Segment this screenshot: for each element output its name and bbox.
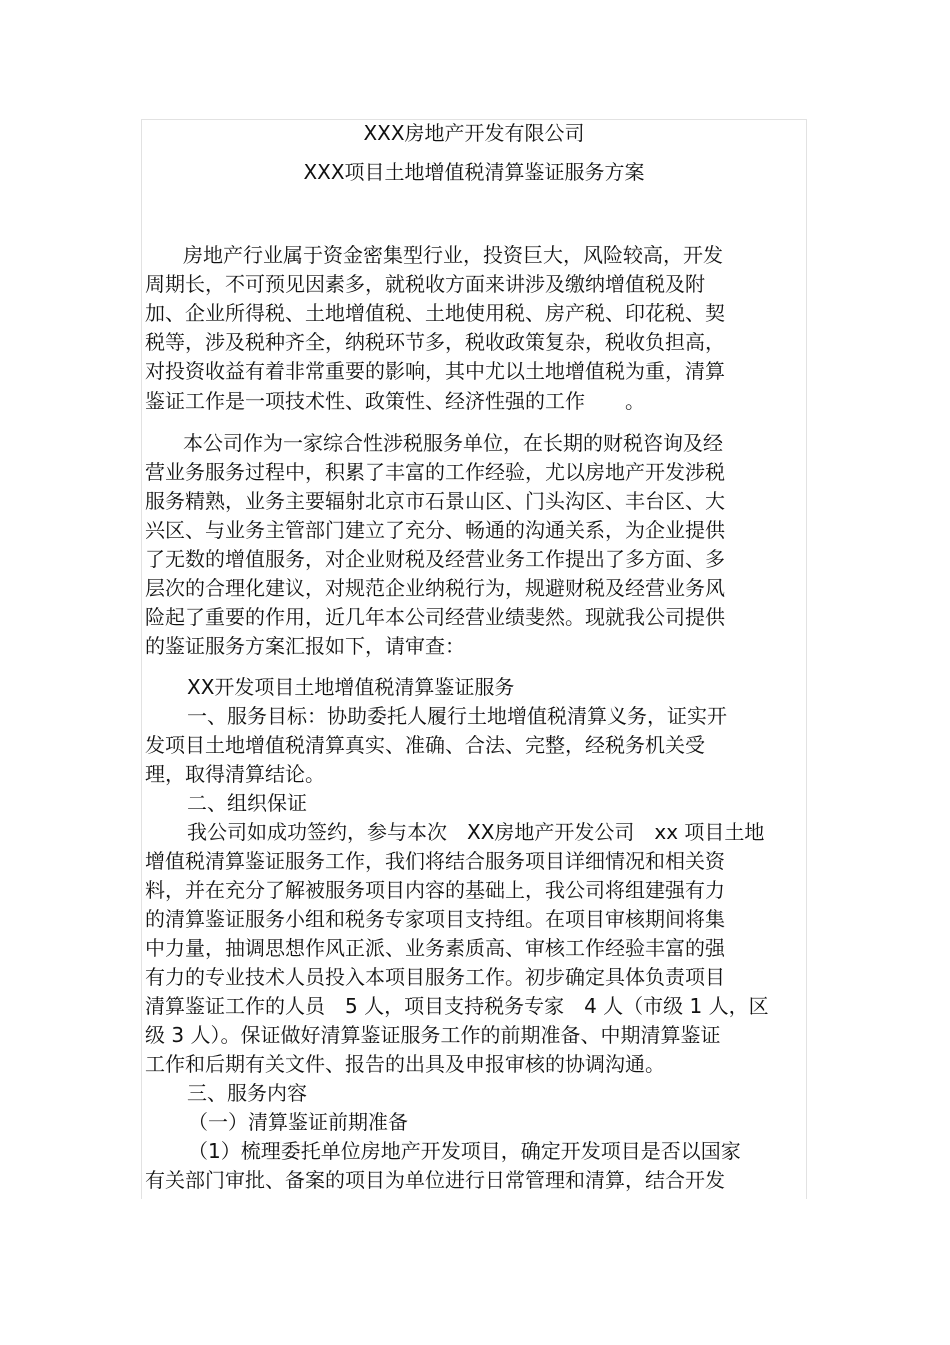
subsection-heading: （一）清算鉴证前期准备 [188, 1110, 408, 1134]
paragraph-1-line: 对投资收益有着非常重要的影响，其中尤以土地增值税为重，清算 [145, 359, 725, 383]
section-1-line: 理，取得清算结论。 [145, 762, 325, 786]
section-2-line: 有力的专业技术人员投入本项目服务工作。初步确定具体负责项目 [145, 965, 725, 989]
paragraph-2-line: 兴区、与业务主管部门建立了充分、畅通的沟通关系，为企业提供 [145, 518, 725, 542]
section-2-line: 清算鉴证工作的人员 5 人，项目支持税务专家 4 人（市级 1 人，区 [145, 994, 769, 1018]
paragraph-2-line: 服务精熟，业务主要辐射北京市石景山区、门头沟区、丰台区、大 [145, 489, 725, 513]
paragraph-2-line: 营业务服务过程中，积累了丰富的工作经验，尤以房地产开发涉税 [145, 460, 725, 484]
section-3-heading: 三、服务内容 [187, 1081, 307, 1105]
section-2-line: 料，并在充分了解被服务项目内容的基础上，我公司将组建强有力 [145, 878, 725, 902]
paragraph-2-line: 险起了重要的作用，近几年本公司经营业绩斐然。现就我公司提供 [145, 605, 725, 629]
section-2-line: 的清算鉴证服务小组和税务专家项目支持组。在项目审核期间将集 [145, 907, 725, 931]
paragraph-2-line: 的鉴证服务方案汇报如下，请审查： [145, 634, 465, 658]
section-2-line: 级 3 人）。保证做好清算鉴证服务工作的前期准备、中期清算鉴证 [145, 1023, 721, 1047]
paragraph-1-line: 房地产行业属于资金密集型行业，投资巨大，风险较高，开发 [183, 243, 723, 267]
paragraph-1-line: 税等，涉及税种齐全，纳税环节多，税收政策复杂，税收负担高， [145, 330, 725, 354]
section-3-line: 有关部门审批、备案的项目为单位进行日常管理和清算，结合开发 [145, 1168, 725, 1192]
section-2-line: 我公司如成功签约，参与本次 XX房地产开发公司 xx 项目土地 [187, 820, 765, 844]
section-2-heading: 二、组织保证 [187, 791, 307, 815]
paragraph-2-line: 层次的合理化建议，对规范企业纳税行为，规避财税及经营业务风 [145, 576, 725, 600]
section-heading: XX开发项目土地增值税清算鉴证服务 [187, 675, 515, 699]
section-2-line: 中力量，抽调思想作风正派、业务素质高、审核工作经验丰富的强 [145, 936, 725, 960]
paragraph-1-line: 鉴证工作是一项技术性、政策性、经济性强的工作 。 [145, 389, 645, 413]
paragraph-2-line: 本公司作为一家综合性涉税服务单位，在长期的财税咨询及经 [183, 431, 723, 455]
document-title-project: XXX项目土地增值税清算鉴证服务方案 [303, 160, 645, 184]
paragraph-2-line: 了无数的增值服务，对企业财税及经营业务工作提出了多方面、多 [145, 547, 725, 571]
section-3-line: （1）梳理委托单位房地产开发项目，确定开发项目是否以国家 [188, 1139, 741, 1163]
section-2-line: 增值税清算鉴证服务工作，我们将结合服务项目详细情况和相关资 [145, 849, 725, 873]
paragraph-1-line: 周期长，不可预见因素多，就税收方面来讲涉及缴纳增值税及附 [145, 272, 705, 296]
paragraph-1-line: 加、企业所得税、土地增值税、土地使用税、房产税、印花税、契 [145, 301, 725, 325]
section-1-line: 发项目土地增值税清算真实、准确、合法、完整，经税务机关受 [145, 733, 705, 757]
document-title-company: XXX房地产开发有限公司 [363, 121, 585, 145]
section-1-line: 一、服务目标：协助委托人履行土地增值税清算义务，证实开 [187, 704, 727, 728]
section-2-line: 工作和后期有关文件、报告的出具及申报审核的协调沟通。 [145, 1052, 665, 1076]
